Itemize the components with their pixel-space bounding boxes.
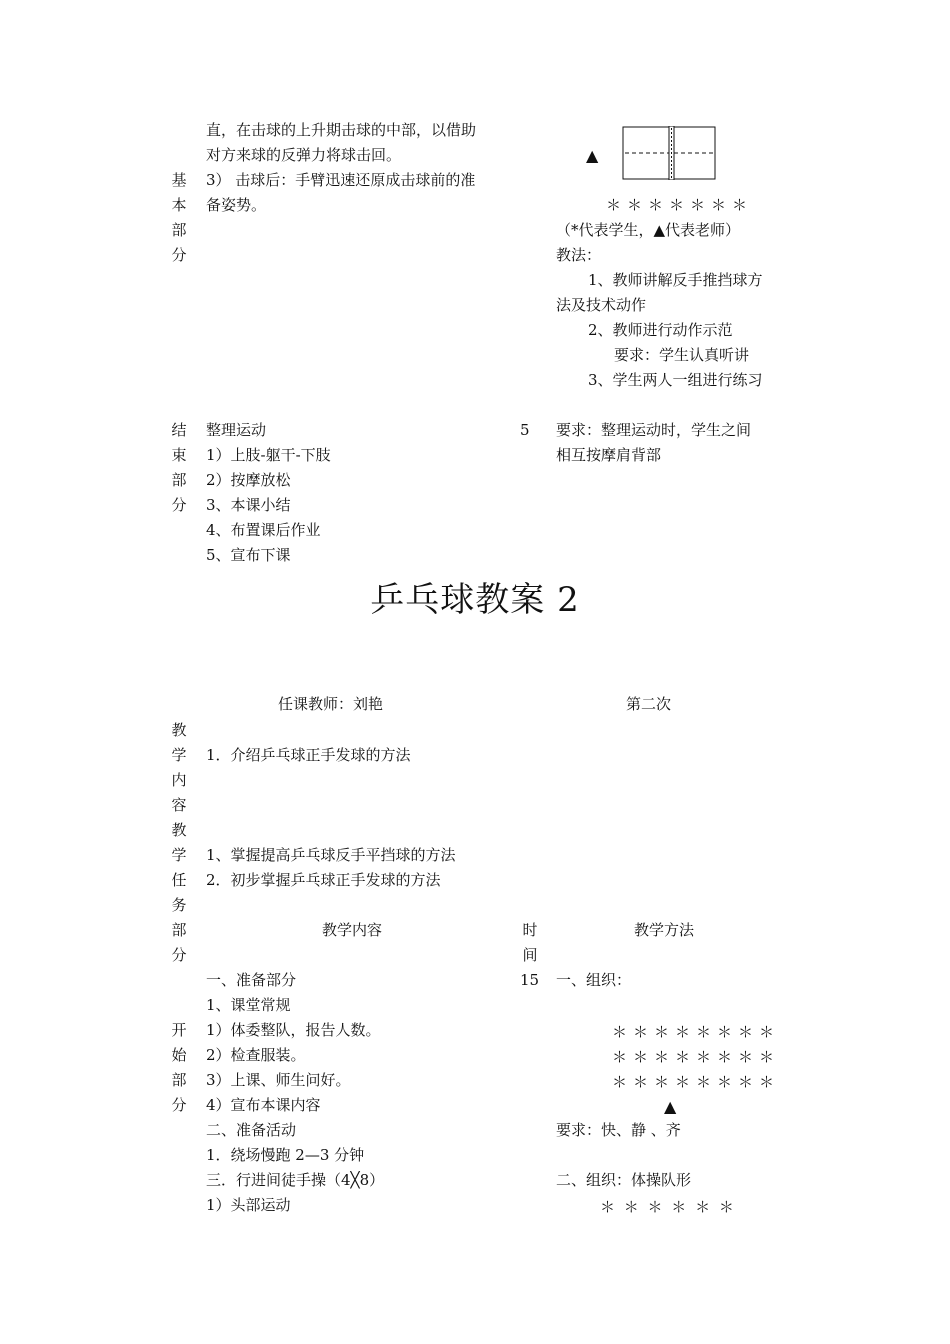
- ending-line: 1）上肢-躯干-下肢: [206, 446, 331, 464]
- ending-line: 4、布置课后作业: [206, 521, 321, 539]
- student-formation-row: ＊＊＊＊＊＊＊＊: [612, 1048, 781, 1066]
- prep-line: 1、课堂常规: [206, 996, 291, 1014]
- prep-time: 15: [520, 971, 540, 989]
- ending-line: 3、本课小结: [206, 496, 291, 514]
- org-label: 一、组织：: [556, 971, 632, 989]
- prep-line: 4）宣布本课内容: [206, 1096, 321, 1114]
- prep-line: 三．行进间徒手操（4╳8）: [206, 1171, 385, 1189]
- prep-line: 二、准备活动: [206, 1121, 297, 1139]
- method-line: 法及技术动作: [556, 296, 647, 314]
- prep-line: 2）检查服装。: [206, 1046, 306, 1064]
- ending-line: 2）按摩放松: [206, 471, 291, 489]
- header-method: 教学方法: [634, 921, 695, 939]
- student-row: ＊＊＊＊＊＊＊: [606, 196, 754, 214]
- content-line: 直，在击球的上升期击球的中部，以借助: [206, 121, 477, 139]
- legend: （*代表学生，▲代表老师）: [556, 221, 741, 239]
- method-line: 1、教师讲解反手推挡球方: [588, 271, 763, 289]
- task-line: 2．初步掌握乒乓球正手发球的方法: [206, 871, 441, 889]
- prep-line: 3）上课、师生问好。: [206, 1071, 351, 1089]
- method-line: 要求：学生认真听讲: [614, 346, 750, 364]
- teaching-content: 1．介绍乒乓球正手发球的方法: [206, 746, 411, 764]
- header-content: 教学内容: [322, 921, 383, 939]
- ending-requirement: 要求：整理运动时，学生之间: [556, 421, 752, 439]
- ending-line: 5、宣布下课: [206, 546, 291, 564]
- org2-label: 二、组织：体操队形: [556, 1171, 692, 1189]
- session-info: 第二次: [626, 695, 672, 713]
- section-label-ending: 结 束 部 分: [171, 421, 187, 514]
- student-formation-row: ＊＊＊＊＊＊＊＊: [612, 1023, 781, 1041]
- section-label-start: 开 始 部 分: [171, 1021, 187, 1114]
- student-formation-row: ＊＊＊＊＊＊＊＊: [612, 1073, 781, 1091]
- prep-line: 1）体委整队，报告人数。: [206, 1021, 381, 1039]
- ending-requirement: 相互按摩肩背部: [556, 446, 662, 464]
- method-line: 3、学生两人一组进行练习: [588, 371, 763, 389]
- method-line: 2、教师进行动作示范: [588, 321, 733, 339]
- teacher-marker: ▲: [664, 1097, 677, 1116]
- header-time: 时 间: [522, 921, 538, 964]
- prep-requirement: 要求：快、静 、齐: [556, 1121, 681, 1139]
- content-line: 对方来球的反弹力将球击回。: [206, 146, 402, 164]
- ending-time: 5: [520, 421, 530, 439]
- left-column-labels: 教 学 内 容 教 学 任 务 部 分: [171, 721, 187, 964]
- teacher-info: 任课教师：刘艳: [278, 695, 384, 713]
- teacher-marker: ▲: [586, 146, 599, 165]
- content-line: 备姿势。: [206, 196, 267, 214]
- prep-line: 一、准备部分: [206, 971, 297, 989]
- content-line: 3） 击球后：手臂迅速还原成击球前的准: [206, 171, 476, 189]
- gym-formation-row: ＊ ＊ ＊ ＊ ＊ ＊: [600, 1198, 736, 1216]
- section-label-basic: 基 本 部 分: [171, 171, 187, 264]
- prep-line: 1．绕场慢跑 2—3 分钟: [206, 1146, 365, 1164]
- method-label: 教法：: [556, 246, 602, 264]
- task-line: 1、掌握提高乒乓球反手平挡球的方法: [206, 846, 456, 864]
- prep-line: 1）头部运动: [206, 1196, 291, 1214]
- page-title: 乒乓球教案 2: [370, 580, 580, 620]
- ping-pong-table-diagram: [622, 126, 716, 180]
- ending-line: 整理运动: [206, 421, 267, 439]
